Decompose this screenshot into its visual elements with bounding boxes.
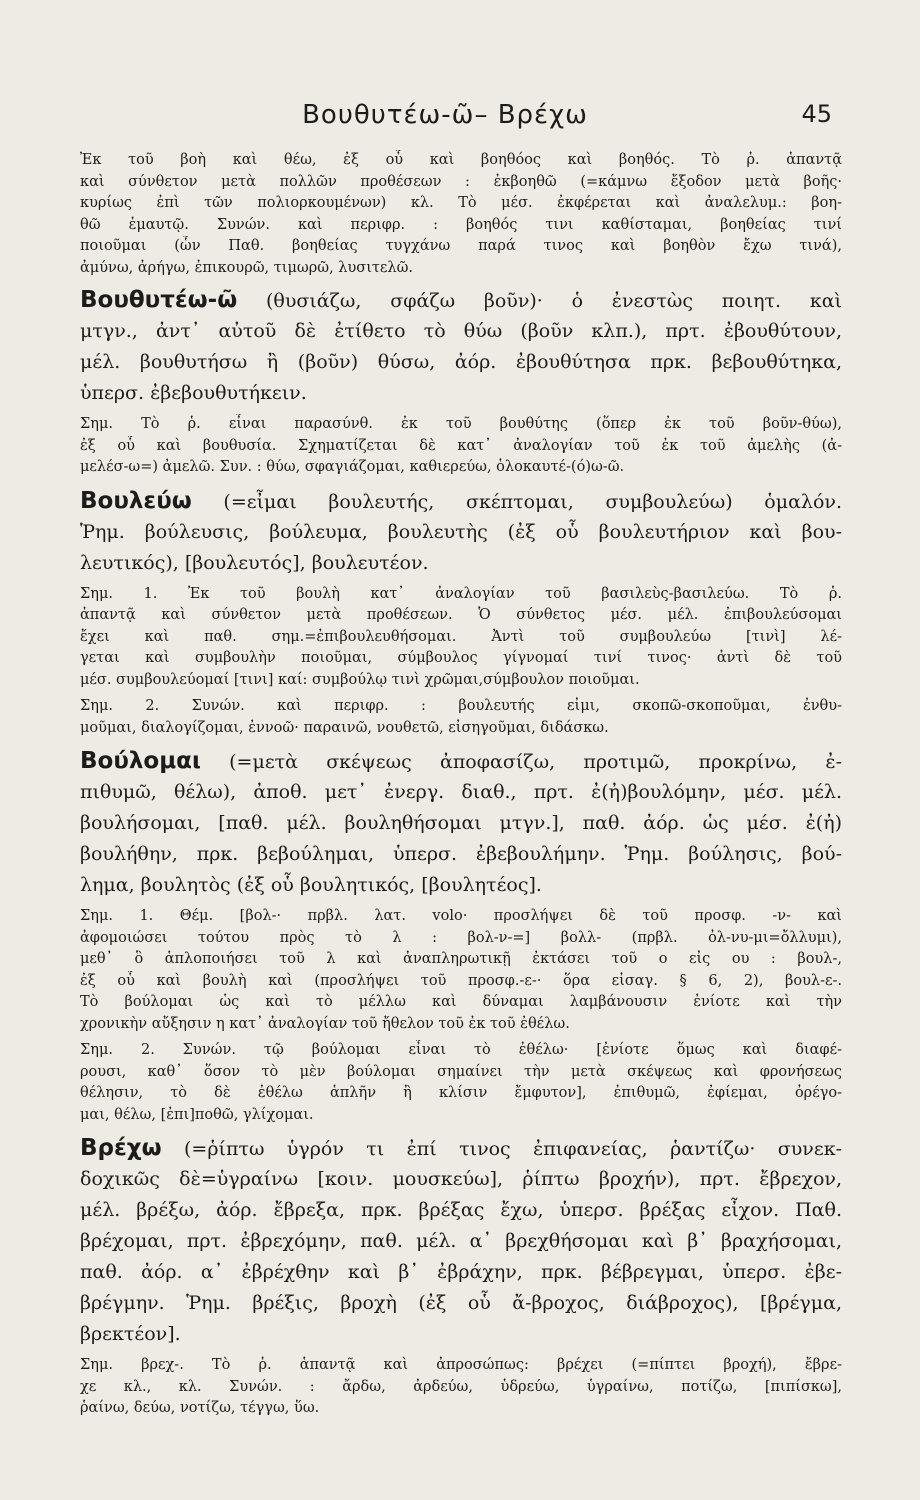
- entry-text: (=ῥίπτω ὑγρόν τι ἐπί τινος ἐπιφανείας, ῥαντίζω· συνεκ-: [161, 1138, 842, 1160]
- running-head: Βουθυτέω-ῶ– Βρέχω: [302, 100, 588, 130]
- note-line: ἀφομοιώσει τούτου πρὸς τὸ λ : βολ-ν-=] βολλ- (πρβλ. ὀλ-νυ-μι=ὄλλυμι),: [80, 929, 842, 946]
- note-line: μοῦμαι, διαλογίζομαι, ἐννοῶ· παραινῶ, νουθετῶ, εἰσηγοῦμαι, διδάσκω.: [80, 719, 609, 736]
- page-number: 45: [801, 100, 832, 128]
- entry-line: μτγν., ἀντ᾽ αὐτοῦ δὲ ἐτίθετο τὸ θύω (βοῦν κλπ.), πρτ. ἐβουθύτουν,: [80, 320, 842, 342]
- note-line: γεται καὶ συμβουλὴν ποιοῦμαι, σύμβουλος γίγνομαί τινί τινος· ἀντὶ δὲ τοῦ: [80, 650, 842, 666]
- entry-line: ὑπερσ. ἐβεβουθυτήκειν.: [80, 382, 307, 404]
- entry-line: Ῥημ. βούλευσις, βούλευμα, βουλευτὴς (ἐξ οὗ βουλευτήριον καὶ βου-: [80, 520, 842, 543]
- entry-line: [80, 1133, 842, 1164]
- entry-note: [80, 414, 842, 479]
- note-line: ἐξ οὗ καὶ βουλὴ καὶ (προσλήψει τοῦ προσφ.-ε-· ὅρα εἰσαγ. § 6, 2), βουλ-ε-.: [80, 972, 842, 989]
- note-line: χρονικὴν αὔξησιν η κατ᾽ ἀναλογίαν τοῦ ἤθελον τοῦ ἐκ τοῦ ἐθέλω.: [80, 1015, 570, 1032]
- entry-line: δοχικῶς δὲ=ὑγραίνω [κοιν. μουσκεύω], ῥίπτω βροχήν), πρτ. ἔβρεχον,: [80, 1168, 842, 1190]
- note-line: ἁπαντᾷ καὶ σύνθετον μετὰ προθέσεων. Ὁ σύνθετος μέσ. μέλ. ἐπιβουλεύσομαι: [80, 607, 842, 623]
- note-line: χε κλ., κλ. Συνών. : ἄρδω, ἀρδεύω, ὑδρεύω, ὑγραίνω, ποτίζω, [πιπίσκω],: [80, 1378, 842, 1395]
- entry-note: [80, 1355, 842, 1420]
- entry-line: βουλήθην, πρκ. βεβούλημαι, ὑπερσ. ἐβεβουλήμην. Ῥημ. βούλησις, βού-: [80, 843, 842, 865]
- entry-line: [80, 746, 842, 777]
- headword: Βουλεύω: [80, 487, 192, 514]
- note-line: ἐξ οὗ καὶ βουθυσία. Σχηματίζεται δὲ κατ᾽ ἀναλογίαν τοῦ ἐκ τοῦ ἀμελὴς (ἀ-: [80, 437, 842, 454]
- note-line: θῶ ἐμαυτῷ. Συνών. καὶ περιφρ. : βοηθός τινι καθίσταμαι, βοηθείας τινί: [80, 216, 842, 233]
- entry-line: μέλ. βουθυτήσω ἢ (βοῦν) θύσω, ἀόρ. ἐβουθύτησα πρκ. βεβουθύτηκα,: [80, 351, 842, 373]
- note-line: μελέσ-ω=) ἀμελῶ. Συν. : θύω, σφαγιάζομαι, καθιερεύω, ὁλοκαυτέ-(ό)ω-ῶ.: [80, 459, 625, 475]
- entry-vouthyteo: [80, 285, 842, 479]
- entry-line: λευτικός), [βουλευτός], βουλευτέον.: [80, 551, 429, 574]
- note-line: ῥαίνω, δεύω, νοτίζω, τέγγω, ὕω.: [80, 1400, 320, 1416]
- note-line: Σημ. βρεχ-. Τὸ ῥ. ἁπαντᾷ καὶ ἀπροσώπως: βρέχει (=πίπτει βροχή), ἔβρε-: [80, 1357, 842, 1373]
- intro-note: [80, 150, 842, 279]
- note-line: μεθ᾽ ὃ ἁπλοποιήσει τοῦ λ καὶ ἀναπληρωτικῇ ἐκτάσει τοῦ ο εἰς ου : βουλ-,: [80, 951, 842, 967]
- entry-vrecho: [80, 1133, 842, 1420]
- headword: Βρέχω: [80, 1135, 162, 1161]
- note-line: Ἐκ τοῦ βοὴ καὶ θέω, ἐξ οὗ καὶ βοηθόος καὶ βοηθός. Τὸ ῥ. ἁπαντᾷ: [80, 152, 842, 168]
- note-line: Σημ. 2. Συνών. τῷ βούλομαι εἶναι τὸ ἐθέλω· [ἐνίοτε ὅμως καὶ διαφέ-: [80, 1042, 842, 1058]
- note-line: Σημ. 2. Συνών. καὶ περιφρ. : βουλευτής εἰμι, σκοπῶ-σκοποῦμαι, ἐνθυ-: [80, 698, 842, 714]
- entry-line: βρέγμην. Ῥημ. βρέξις, βροχὴ (ἐξ οὗ ἄ-βροχος, διάβροχος), [βρέγμα,: [80, 1292, 842, 1314]
- note-line: ἀμύνω, ἀρήγω, ἐπικουρῶ, τιμωρῶ, λυσιτελῶ.: [80, 259, 414, 276]
- note-line: Τὸ βούλομαι ὡς καὶ τὸ μέλλω καὶ δύναμαι λαμβάνουσιν ἐνίοτε καὶ τὴν: [80, 994, 842, 1010]
- headword: Βουθυτέω-ῶ: [80, 287, 238, 313]
- entry-line: βουλήσομαι, [παθ. μέλ. βουληθήσομαι μτγν.], παθ. ἀόρ. ὡς μέσ. ἐ(ἠ): [80, 812, 842, 834]
- entry-text: (=εἶμαι βουλευτής, σκέπτομαι, συμβουλεύω) ὁμαλόν.: [191, 490, 842, 513]
- entry-text: (θυσιάζω, σφάζω βοῦν)· ὁ ἐνεστὼς ποιητ. καὶ: [237, 290, 842, 312]
- entry-line: πιθυμῶ, θέλω), ἀποθ. μετ᾽ ἐνεργ. διαθ., πρτ. ἐ(ἠ)βουλόμην, μέσ. μέλ.: [80, 781, 842, 803]
- note-line: Σημ. 1. Ἐκ τοῦ βουλὴ κατ᾽ ἀναλογίαν τοῦ βασιλεὺς-βασιλεύω. Τὸ ῥ.: [80, 585, 842, 602]
- note-line: ἔχει καὶ παθ. σημ.=ἐπιβουλευθήσομαι. Ἀντὶ τοῦ συμβουλεύω [τινὶ] λέ-: [80, 628, 842, 645]
- note-line: καὶ σύνθετον μετὰ πολλῶν προθέσεων : ἐκβοηθῶ (=κάμνω ἔξοδον μετὰ βοῆς·: [80, 173, 842, 190]
- entry-line: παθ. ἀόρ. α᾽ ἐβρέχθην καὶ β᾽ ἐβράχην, πρκ. βέβρεγμαι, ὑπερσ. ἐβε-: [80, 1261, 842, 1283]
- entry-line: [80, 486, 842, 517]
- entry-note: [80, 584, 842, 692]
- headword: Βούλομαι: [80, 748, 201, 774]
- note-line: Σημ. Τὸ ῥ. εἶναι παρασύνθ. ἐκ τοῦ βουθύτης (ὅπερ ἐκ τοῦ βοῦν-θύω),: [80, 416, 842, 432]
- entry-line: λημα, βουλητὸς (ἐξ οὗ βουλητικός, [βουλητέος].: [80, 874, 542, 896]
- entry-line: μέλ. βρέξω, ἀόρ. ἔβρεξα, πρκ. βρέξας ἔχω, ὑπερσ. βρέξας εἶχον. Παθ.: [80, 1199, 842, 1221]
- entry-voulomai: [80, 746, 842, 1126]
- entry-line: βρέχομαι, πρτ. ἐβρεχόμην, παθ. μέλ. α᾽ βρεχθήσομαι καὶ β᾽ βραχήσομαι,: [80, 1230, 842, 1252]
- entry-note: [80, 906, 842, 1035]
- page-header: [80, 96, 832, 136]
- entry-vouleuo: [80, 486, 842, 740]
- entry-text: (=μετὰ σκέψεως ἀποφασίζω, προτιμῶ, προκρίνω, ἐ-: [200, 751, 842, 773]
- note-line: ποιοῦμαι (ὧν Παθ. βοηθείας τυγχάνω παρά τινος καὶ βοηθὸν ἔχω τινά),: [80, 238, 842, 254]
- entry-note: [80, 696, 842, 739]
- note-line: Σημ. 1. Θέμ. [βολ-· πρβλ. λατ. volo· προσλήψει δὲ τοῦ προσφ. -ν- καὶ: [80, 908, 842, 924]
- entry-note: [80, 1040, 842, 1126]
- note-line: μέσ. συμβουλεύομαί [τινι] καί: συμβούλῳ τινὶ χρῶμαι,σύμβουλον ποιοῦμαι.: [80, 671, 640, 688]
- page-body: [80, 150, 842, 1420]
- note-line: ρουσι, καθ᾽ ὅσον τὸ μὲν βούλομαι σημαίνει τὴν μετὰ σκέψεως καὶ φρονήσεως: [80, 1063, 842, 1080]
- entry-line: βρεκτέον].: [80, 1323, 181, 1345]
- note-line: μαι, θέλω, [ἐπι]ποθῶ, γλίχομαι.: [80, 1106, 314, 1123]
- note-line: θέλησιν, τὸ δὲ ἐθέλω ἁπλῆν ἢ κλίσιν ἔμφυτον], ἐπιθυμῶ, ἐφίεμαι, ὀρέγο-: [80, 1085, 842, 1101]
- entry-line: [80, 285, 842, 316]
- note-line: κυρίως ἐπὶ τῶν πολιορκουμένων) κλ. Τὸ μέσ. ἐκφέρεται καὶ ἀναλελυμ.: βοη-: [80, 195, 842, 211]
